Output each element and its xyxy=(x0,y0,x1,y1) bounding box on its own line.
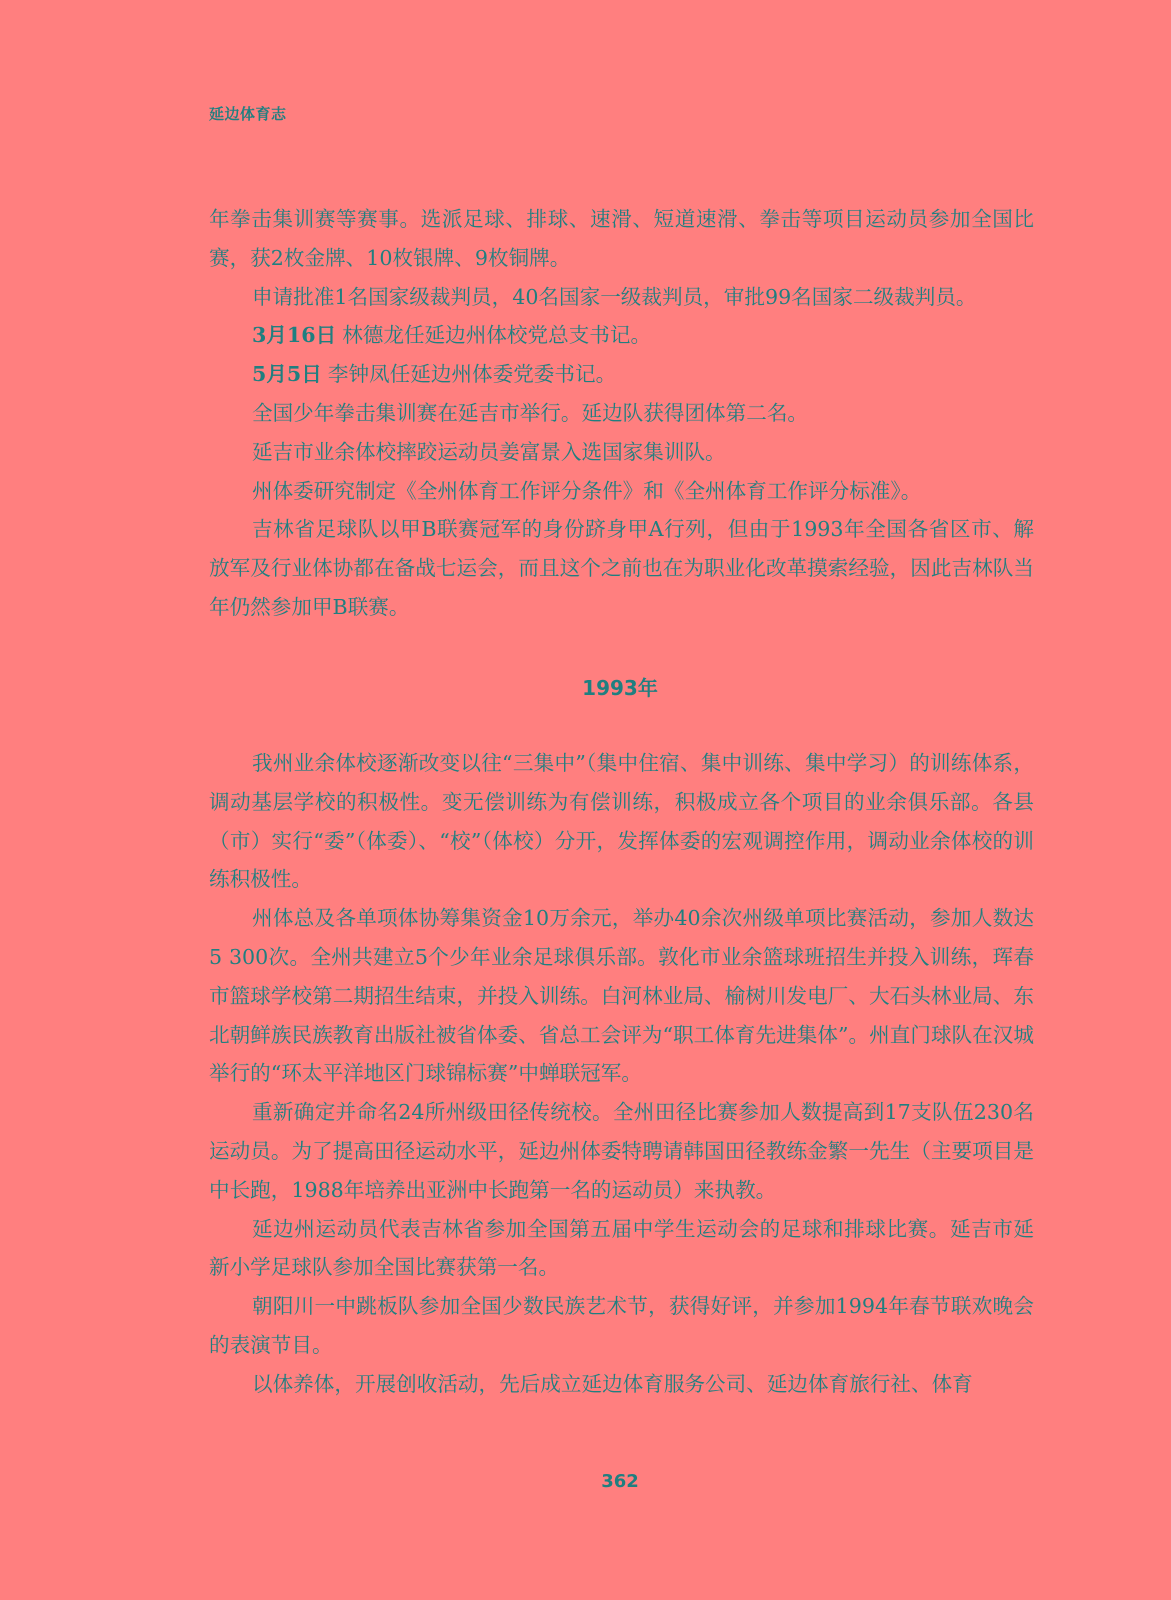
paragraph-boxing: 全国少年拳击集训赛在延吉市举行。延边队获得团体第二名。 xyxy=(252,400,809,425)
event-text: 林德龙任延边州体校党总支书记。 xyxy=(342,323,652,348)
paragraph-school-games: 延边州运动员代表吉林省参加全国第五届中学生运动会的足球和排球比赛。延吉市延新小学足球队参加全国比赛获第一名。 xyxy=(209,1216,1034,1280)
event-date: 5月5日 xyxy=(252,362,322,387)
page-number: 362 xyxy=(601,1471,639,1492)
paragraph-wrestling: 延吉市业余体校摔跤运动员姜富景入选国家集训队。 xyxy=(252,439,726,464)
event-date: 3月16日 xyxy=(252,323,337,348)
paragraph-continuation: 年拳击集训赛等赛事。选派足球、排球、速滑、短道速滑、拳击等项目运动员参加全国比赛，获2枚金牌、10枚银牌、9枚铜牌。 xyxy=(209,207,1034,270)
paragraph-jilin-football: 吉林省足球队以甲B联赛冠军的身份跻身甲A行列，但由于1993年全国各省区市、解放军及行业体协都在备战七运会，而且这个之前也在为职业化改革摸索经验，因此吉林队当年仍然参加甲B联赛。 xyxy=(209,517,1034,619)
section-1992-text xyxy=(209,200,1034,627)
paragraph-athletics: 重新确定并命名24所州级田径传统校。全州田径比赛参加人数提高到17支队伍230名运动员。为了提高田径运动水平，延边州体委特聘请韩国田径教练金繁一先生（主要项目是中长跑，1988年培养出亚洲中长跑第一名的运动员）来执教。 xyxy=(209,1100,1034,1202)
running-head: 延边体育志 xyxy=(209,105,287,123)
section-1993-text xyxy=(209,744,1034,1404)
paragraph-springboard: 朝阳川一中跳板队参加全国少数民族艺术节，获得好评，并参加1994年春节联欢晚会的表演节目。 xyxy=(209,1294,1034,1357)
year-heading: 1993年 xyxy=(582,676,658,700)
paragraph-rules: 州体委研究制定《全州体育工作评分条件》和《全州体育工作评分标准》。 xyxy=(252,478,922,503)
paragraph-training-reform: 我州业余体校逐渐改变以往“三集中”（集中住宿、集中训练、集中学习）的训练体系，调动基层学校的积极性。变无偿训练为有偿训练，积极成立各个项目的业余俱乐部。各县（市）实行“委”（体委）、“校”（体校）分开，发挥体委的宏观调控作用，调动业余体校的训练积极性。 xyxy=(209,751,1034,892)
paragraph-revenue: 以体养体，开展创收活动，先后成立延边体育服务公司、延边体育旅行社、体育 xyxy=(252,1371,973,1396)
paragraph-event-2 xyxy=(209,355,1034,394)
paragraph-event-1 xyxy=(209,316,1034,355)
event-text: 李钟凤任延边州体委党委书记。 xyxy=(327,362,617,387)
paragraph-referees: 申请批准1名国家级裁判员，40名国家一级裁判员，审批99名国家二级裁判员。 xyxy=(252,284,977,309)
paragraph-funding: 州体总及各单项体协筹集资金10万余元，举办40余次州级单项比赛活动，参加人数达5 300次。全州共建立5个少年业余足球俱乐部。敦化市业余篮球班招生并投入训练，珲春市篮球学校第二期招生结束，并投入训练。白河林业局、榆树川发电厂、大石头林业局、东北朝鲜族民族教育出版社被省体委、省总工会评为“职工体育先进集体”。州直门球队在汉城举行的“环太平洋地区门球锦标赛”中蝉联冠军。 xyxy=(209,906,1034,1086)
